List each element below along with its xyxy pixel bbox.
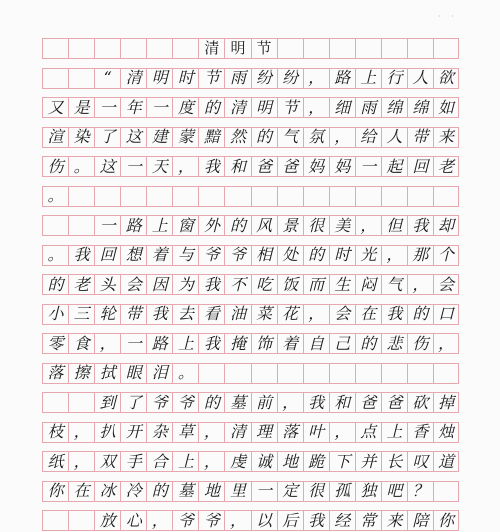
grid-cell: 想	[120, 246, 146, 265]
grid-cell: ，	[407, 275, 433, 294]
grid-cell: 三	[68, 305, 94, 324]
grid-cell: 妈	[303, 157, 329, 176]
grid-cell: 前	[251, 393, 277, 412]
grid-cell: 不	[224, 275, 250, 294]
grid-cell: ，	[198, 452, 224, 471]
grid-cell: ，	[224, 511, 250, 530]
grid-cell: 。	[42, 246, 68, 265]
grid-cell	[42, 393, 68, 412]
text-row	[42, 245, 459, 266]
grid-cell: 烛	[433, 423, 459, 442]
grid-cell	[303, 364, 329, 383]
grid-cell	[146, 39, 172, 58]
grid-cell	[433, 364, 459, 383]
grid-cell	[68, 187, 94, 206]
grid-cell: 叹	[407, 452, 433, 471]
text-row	[42, 363, 459, 384]
grid-cell: 爷	[198, 511, 224, 530]
grid-cell: 外	[198, 216, 224, 235]
grid-cell: 很	[303, 216, 329, 235]
text-row	[42, 186, 459, 207]
grid-cell: 自	[303, 334, 329, 353]
grid-cell: 因	[146, 275, 172, 294]
grid-cell: 泪	[146, 364, 172, 383]
grid-cell: 扒	[94, 423, 120, 442]
grid-cell	[329, 187, 355, 206]
grid-cell: 里	[224, 482, 250, 501]
grid-cell: 的	[251, 128, 277, 147]
grid-cell: 清	[224, 423, 250, 442]
grid-cell: “	[94, 69, 120, 88]
grid-cell: 以	[251, 511, 277, 530]
grid-cell	[68, 511, 94, 530]
grid-cell: 纸	[42, 452, 68, 471]
grid-cell: 冰	[94, 482, 120, 501]
grid-cell: 但	[381, 216, 407, 235]
text-row	[42, 510, 459, 531]
text-row	[42, 274, 459, 295]
grid-cell	[407, 187, 433, 206]
grid-cell: 一	[94, 98, 120, 117]
grid-cell: 掉	[433, 393, 459, 412]
grid-cell: 年	[120, 98, 146, 117]
grid-cell: 雨	[355, 98, 381, 117]
grid-cell: 雨	[224, 69, 250, 88]
grid-cell: 绵	[381, 98, 407, 117]
grid-cell: 饰	[251, 334, 277, 353]
grid-cell: 的	[407, 305, 433, 324]
grid-cell: 染	[68, 128, 94, 147]
grid-cell: 己	[329, 334, 355, 353]
text-row	[42, 215, 459, 236]
grid-cell: 明	[224, 39, 250, 58]
grid-cell: 人	[407, 69, 433, 88]
grid-cell: 墓	[172, 482, 198, 501]
grid-cell: 了	[94, 128, 120, 147]
grid-cell: ，	[355, 216, 381, 235]
grid-cell: 我	[198, 157, 224, 176]
text-row	[42, 304, 459, 325]
grid-cell	[224, 364, 250, 383]
grid-cell: 和	[224, 157, 250, 176]
grid-cell: 闷	[355, 275, 381, 294]
grid-cell: 吃	[251, 275, 277, 294]
grid-cell: 回	[94, 246, 120, 265]
grid-cell: 了	[120, 393, 146, 412]
grid-cell: 气	[381, 275, 407, 294]
grid-cell: 天	[146, 157, 172, 176]
grid-cell	[68, 216, 94, 235]
grid-cell: ，	[277, 393, 303, 412]
grid-cell	[172, 187, 198, 206]
grid-cell: 放	[94, 511, 120, 530]
grid-cell: 路	[146, 334, 172, 353]
grid-cell: 落	[277, 423, 303, 442]
grid-cell: 菜	[251, 305, 277, 324]
grid-cell: 上	[381, 423, 407, 442]
grid-cell: 爸	[381, 393, 407, 412]
grid-cell: 下	[329, 452, 355, 471]
grid-cell: 景	[277, 216, 303, 235]
grid-cell: ，	[433, 334, 459, 353]
grid-cell	[277, 39, 303, 58]
grid-cell: 的	[42, 275, 68, 294]
grid-cell: 来	[433, 128, 459, 147]
grid-cell: 清	[120, 69, 146, 88]
grid-cell: 头	[94, 275, 120, 294]
grid-cell: 常	[355, 511, 381, 530]
grid-cell: 的	[198, 393, 224, 412]
grid-cell: 那	[407, 246, 433, 265]
grid-cell: 食	[68, 334, 94, 353]
grid-cell: 并	[355, 452, 381, 471]
grid-cell: 合	[146, 452, 172, 471]
grid-cell	[68, 69, 94, 88]
grid-cell: 爸	[277, 157, 303, 176]
grid-cell: 蒙	[172, 128, 198, 147]
grid-cell: 经	[329, 511, 355, 530]
grid-cell	[68, 393, 94, 412]
grid-cell: 我	[303, 393, 329, 412]
grid-cell: 如	[433, 98, 459, 117]
grid-cell: 起	[381, 157, 407, 176]
grid-cell: 落	[42, 364, 68, 383]
grid-cell: ，	[68, 452, 94, 471]
grid-cell	[355, 364, 381, 383]
grid-cell: 气	[277, 128, 303, 147]
grid-cell: ？	[407, 482, 433, 501]
grid-cell	[224, 187, 250, 206]
grid-cell: 一	[355, 157, 381, 176]
grid-cell: 会	[120, 275, 146, 294]
grid-cell	[329, 364, 355, 383]
grid-cell: 爷	[172, 393, 198, 412]
grid-cell: 风	[251, 216, 277, 235]
grid-cell	[407, 364, 433, 383]
grid-cell: ，	[172, 157, 198, 176]
grid-sheet	[42, 38, 459, 532]
grid-cell: ，	[329, 423, 355, 442]
grid-cell: 与	[172, 246, 198, 265]
grid-cell: 独	[355, 482, 381, 501]
grid-cell: 伤	[42, 157, 68, 176]
grid-cell: 后	[277, 511, 303, 530]
grid-cell: 上	[172, 334, 198, 353]
grid-cell: 清	[224, 98, 250, 117]
grid-cell: 香	[407, 423, 433, 442]
grid-cell	[407, 39, 433, 58]
grid-cell: 一	[120, 157, 146, 176]
grid-cell: 杂	[146, 423, 172, 442]
grid-cell: 爸	[251, 157, 277, 176]
grid-cell: 美	[329, 216, 355, 235]
grid-cell: 爷	[198, 246, 224, 265]
grid-cell	[277, 364, 303, 383]
grid-cell: 一	[94, 216, 120, 235]
grid-cell	[381, 187, 407, 206]
grid-cell: 吧	[381, 482, 407, 501]
text-row	[42, 451, 459, 472]
grid-cell: 给	[355, 128, 381, 147]
grid-cell: 伤	[407, 334, 433, 353]
grid-cell: 饭	[277, 275, 303, 294]
grid-cell: 时	[172, 69, 198, 88]
grid-cell: 老	[68, 275, 94, 294]
grid-cell: 老	[433, 157, 459, 176]
grid-cell: 回	[407, 157, 433, 176]
grid-cell: 陪	[407, 511, 433, 530]
grid-cell: 清	[198, 39, 224, 58]
grid-cell	[198, 187, 224, 206]
text-row	[42, 97, 459, 118]
grid-cell: ，	[303, 98, 329, 117]
grid-cell: 悲	[381, 334, 407, 353]
grid-cell	[42, 216, 68, 235]
grid-cell	[94, 39, 120, 58]
grid-cell: 孤	[329, 482, 355, 501]
grid-cell: 定	[277, 482, 303, 501]
grid-cell: 绵	[407, 98, 433, 117]
grid-cell: 爷	[146, 393, 172, 412]
grid-cell	[355, 39, 381, 58]
grid-cell	[68, 39, 94, 58]
text-row	[42, 156, 459, 177]
grid-cell: 到	[94, 393, 120, 412]
grid-cell	[433, 187, 459, 206]
grid-cell: 的	[303, 246, 329, 265]
grid-cell: 来	[381, 511, 407, 530]
grid-cell	[42, 69, 68, 88]
text-row	[42, 392, 459, 413]
grid-cell: 时	[329, 246, 355, 265]
grid-cell: 双	[94, 452, 120, 471]
grid-cell: 小	[42, 305, 68, 324]
grid-cell: ，	[146, 511, 172, 530]
grid-cell: 我	[198, 275, 224, 294]
grid-cell: 口	[433, 305, 459, 324]
text-row	[42, 127, 459, 148]
grid-cell: 。	[68, 157, 94, 176]
grid-cell: ，	[381, 246, 407, 265]
grid-cell	[42, 511, 68, 530]
grid-cell: 砍	[407, 393, 433, 412]
grid-cell: 带	[120, 305, 146, 324]
grid-cell: 的	[146, 482, 172, 501]
grid-cell: 开	[120, 423, 146, 442]
grid-cell: 跪	[303, 452, 329, 471]
grid-cell: ，	[329, 128, 355, 147]
grid-cell	[120, 39, 146, 58]
grid-cell	[303, 187, 329, 206]
grid-cell: 人	[381, 128, 407, 147]
grid-cell: 我	[146, 305, 172, 324]
grid-cell: 行	[381, 69, 407, 88]
grid-cell: 草	[172, 423, 198, 442]
grid-cell: 会	[433, 275, 459, 294]
corner-mark: · ·	[438, 12, 458, 21]
grid-cell: 氛	[303, 128, 329, 147]
grid-cell	[146, 187, 172, 206]
grid-cell: 然	[224, 128, 250, 147]
grid-cell: 拭	[94, 364, 120, 383]
grid-cell: ，	[303, 305, 329, 324]
grid-cell	[94, 187, 120, 206]
grid-cell: 零	[42, 334, 68, 353]
grid-cell: 很	[303, 482, 329, 501]
grid-cell	[433, 39, 459, 58]
text-row	[42, 422, 459, 443]
grid-cell: 地	[198, 482, 224, 501]
grid-cell: 花	[277, 305, 303, 324]
grid-cell: 一	[251, 482, 277, 501]
grid-cell: 会	[329, 305, 355, 324]
grid-cell: ，	[303, 69, 329, 88]
grid-cell: 明	[146, 69, 172, 88]
grid-cell: 冷	[120, 482, 146, 501]
grid-cell: 你	[42, 482, 68, 501]
grid-cell: 爷	[172, 511, 198, 530]
grid-cell: 长	[381, 452, 407, 471]
grid-cell	[42, 39, 68, 58]
title-row	[42, 38, 459, 59]
grid-cell	[329, 39, 355, 58]
grid-cell: 。	[172, 364, 198, 383]
grid-cell	[198, 364, 224, 383]
grid-cell: 上	[146, 216, 172, 235]
grid-cell: 纷	[251, 69, 277, 88]
grid-cell: 明	[251, 98, 277, 117]
grid-cell: 的	[198, 98, 224, 117]
grid-cell: 渲	[42, 128, 68, 147]
grid-cell: 纷	[277, 69, 303, 88]
grid-cell: 掩	[224, 334, 250, 353]
grid-cell: 的	[355, 334, 381, 353]
text-row	[42, 481, 459, 502]
grid-cell: 爸	[355, 393, 381, 412]
grid-cell: 擦	[68, 364, 94, 383]
grid-cell: 的	[224, 216, 250, 235]
grid-cell	[381, 39, 407, 58]
grid-cell: 诚	[251, 452, 277, 471]
grid-cell: 一	[120, 334, 146, 353]
grid-cell: ，	[68, 423, 94, 442]
grid-cell: 一	[146, 98, 172, 117]
grid-cell: 相	[251, 246, 277, 265]
grid-cell: 窗	[172, 216, 198, 235]
grid-cell	[277, 187, 303, 206]
grid-cell: 而	[303, 275, 329, 294]
grid-cell: 建	[146, 128, 172, 147]
grid-cell: 着	[277, 334, 303, 353]
grid-cell: 处	[277, 246, 303, 265]
grid-cell: 上	[172, 452, 198, 471]
grid-cell: 。	[42, 187, 68, 206]
grid-cell: 地	[277, 452, 303, 471]
grid-cell: 你	[433, 511, 459, 530]
grid-cell: 理	[251, 423, 277, 442]
grid-cell: 心	[120, 511, 146, 530]
grid-cell: 路	[120, 216, 146, 235]
grid-cell: 墓	[224, 393, 250, 412]
grid-cell	[172, 39, 198, 58]
grid-cell: 在	[355, 305, 381, 324]
grid-cell	[120, 187, 146, 206]
grid-cell: 妈	[329, 157, 355, 176]
grid-cell: 带	[407, 128, 433, 147]
grid-cell: 我	[68, 246, 94, 265]
grid-cell: 又	[42, 98, 68, 117]
grid-cell: 是	[68, 98, 94, 117]
grid-cell: 虔	[224, 452, 250, 471]
grid-cell	[355, 187, 381, 206]
text-row	[42, 333, 459, 354]
grid-cell: 我	[198, 334, 224, 353]
grid-cell: 眼	[120, 364, 146, 383]
grid-cell: 去	[172, 305, 198, 324]
grid-cell: 爷	[224, 246, 250, 265]
text-row	[42, 68, 459, 89]
grid-cell	[433, 482, 459, 501]
grid-cell: 这	[120, 128, 146, 147]
grid-cell: 生	[329, 275, 355, 294]
grid-cell: ，	[198, 423, 224, 442]
grid-cell: 为	[172, 275, 198, 294]
grid-cell	[303, 39, 329, 58]
grid-cell: 手	[120, 452, 146, 471]
grid-cell: 节	[198, 69, 224, 88]
grid-cell: 上	[355, 69, 381, 88]
grid-cell	[381, 364, 407, 383]
grid-cell: 黯	[198, 128, 224, 147]
grid-cell: 我	[303, 511, 329, 530]
grid-cell: 度	[172, 98, 198, 117]
grid-cell: 我	[381, 305, 407, 324]
grid-cell: 叶	[303, 423, 329, 442]
grid-cell: 路	[329, 69, 355, 88]
grid-cell: 着	[146, 246, 172, 265]
grid-cell: 看	[198, 305, 224, 324]
grid-cell: 节	[277, 98, 303, 117]
grid-cell: 在	[68, 482, 94, 501]
grid-cell: 个	[433, 246, 459, 265]
grid-cell: 油	[224, 305, 250, 324]
grid-cell: 这	[94, 157, 120, 176]
grid-cell: 点	[355, 423, 381, 442]
grid-cell: 光	[355, 246, 381, 265]
grid-cell	[251, 364, 277, 383]
grid-cell: ，	[94, 334, 120, 353]
grid-cell: 道	[433, 452, 459, 471]
grid-cell: 轮	[94, 305, 120, 324]
grid-cell: 枝	[42, 423, 68, 442]
grid-cell: 却	[433, 216, 459, 235]
grid-cell: 欲	[433, 69, 459, 88]
grid-cell: 细	[329, 98, 355, 117]
grid-cell: 我	[407, 216, 433, 235]
grid-cell: 和	[329, 393, 355, 412]
grid-cell: 节	[251, 39, 277, 58]
grid-cell	[251, 187, 277, 206]
